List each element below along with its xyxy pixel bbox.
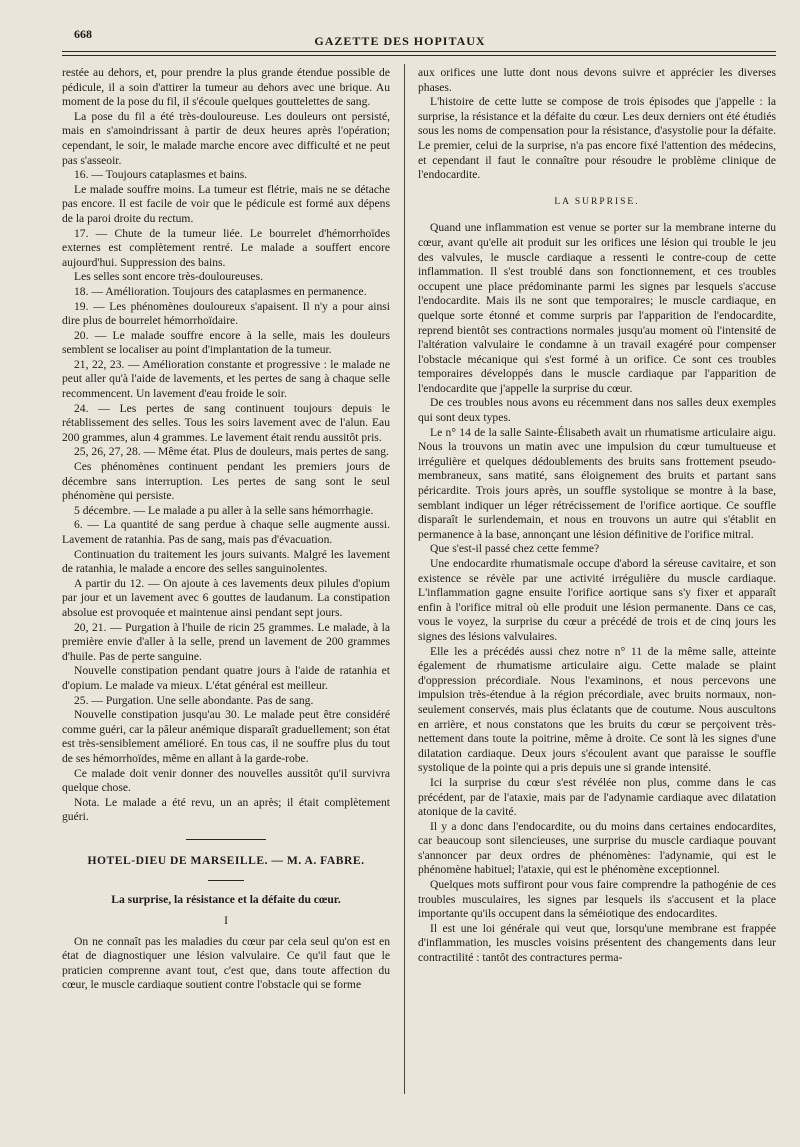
right-paragraphs-1	[418, 66, 776, 183]
paragraph: Continuation du traitement les jours suivants. Malgré les lavement de ratanhia, le malade a encore des selles sanguinolentes.	[62, 547, 390, 576]
paragraph: Le n° 14 de la salle Sainte-Élisabeth avait un rhumatisme articulaire aigu. Nous la trouvons un matin avec une impulsion du cœur tumultueuse et irrégulière et quelques dédoublements des bruits sans frottement pseudo-membraneux, sans matité, sans éloignement des bruits et partant sans péricardite. Trois jours après, un souffle systolique se montre à la base, semblant indiquer un léger rétrécissement de l'orifice aortique. Ce souffle disparaît le surlendemain, et nous en trouvons un autre qui s'établit en permanence à la base, annonçant une lésion définitive de l'orifice mitral.	[418, 425, 776, 541]
paragraph: Ces phénomènes continuent pendant les premiers jours de décembre sans interruption. Les pertes de sang sont le seul phénomène qui persiste.	[62, 460, 390, 503]
paragraph: L'histoire de cette lutte se compose de trois épisodes que j'appelle : la surprise, la résistance et la défaite du cœur. Les deux derniers ont été étudiés sous les noms de compensation pour la résistance, d'asystolie pour la défaite. Le premier, celui de la surprise, n'a pas encore fixé l'attention des médecins, et cependant il faut le connaître pour résoudre le problème clinique de l'endocardite.	[418, 95, 776, 182]
paragraph: Il y a donc dans l'endocardite, ou du moins dans certaines endocardites, car beaucoup sont silencieuses, une surprise du muscle cardiaque pouvant s'annoncer par deux ordres de phénomènes: l'adynamie, qui est le phénomène habituel; l'ataxie, qui est le phénomène exceptionnel.	[418, 819, 776, 877]
paragraph: Nouvelle constipation pendant quatre jours à l'aide de ratanhia et d'opium. Le malade va mieux. L'état général est meilleur.	[62, 664, 390, 692]
paragraph: 16. — Toujours cataplasmes et bains.	[74, 168, 248, 182]
header-rule	[62, 51, 776, 52]
hospital-heading: HOTEL-DIEU DE MARSEILLE. — M. A. FABRE.	[87, 853, 365, 867]
paragraph: Nota. Le malade a été revu, un an après; il était complètement guéri.	[62, 795, 390, 824]
page-number: 668	[74, 27, 92, 41]
paragraph: Une endocardite rhumatismale occupe d'abord la séreuse cavitaire, et son existence se révèle par une activité irrégulière du muscle cardiaque. L'inflammation gagne ensuite l'orifice aortique sans s'y fixer et apparaît enfin à l'orifice mitral où elle produit une lésion permanente. Dans ce cas, vous le voyez, la surprise du cœur a précédé de trois et de cinq jours les signes des lésions valvulaires.	[418, 557, 776, 643]
short-rule	[208, 880, 244, 881]
paragraph: Elle les a précédés aussi chez notre n° 11 de la même salle, atteinte également de rhumatisme articulaire aigu. Cette malade se plaint d'oppression précordiale. Nous l'examinons, et nous percevons une impulsion très-étendue à la région précordiale, avec bruits normaux, non-seulement conservés, mais plus éclatants que de coutume. Nous auscultons en arrière, et nous constatons que les bruits du cœur se perçoivent très-nettement dans toute la poitrine, même à droite. Ce sont là les signes d'une dilatation cardiaque. Deux jours s'écoulent avant que paraisse le souffle systolique de la pointe qui a pris depuis une si grande intensité.	[418, 644, 776, 775]
paragraph: Le malade souffre moins. La tumeur est flétrie, mais ne se détache pas encore. Il est facile de voir que le pédicule est formé aux dépens de la paroi droite du rectum.	[62, 182, 390, 225]
paragraph: Nouvelle constipation jusqu'au 30. Le malade peut être considéré comme guéri, car la pâleur anémique disparaît graduellement; son état est très-sensiblement amélioré. En tous cas, il ne souffre plus du tout de ses hémorrhoïdes, même en allant à la garde-robe.	[62, 708, 390, 765]
paragraph: 5 décembre. — Le malade a pu aller à la selle sans hémorrhagie.	[74, 503, 374, 517]
paragraph: A partir du 12. — On ajoute à ces lavements deux pilules d'opium par jour et un lavement avec 6 gouttes de laudanum. La constipation absolue est provoquée et maintenue ainsi pendant sept jours.	[62, 576, 390, 619]
paragraph: 21, 22, 23. — Amélioration constante et progressive : le malade ne peut aller qu'à l'aide de lavements, et les pertes de sang à chaque selle recommencent. Un lavement d'eau froide le soir.	[62, 357, 390, 401]
section-separator	[186, 839, 266, 840]
paragraph: 18. — Amélioration. Toujours des cataplasmes en permanence.	[74, 284, 367, 298]
paragraph: 20. — Le malade souffre encore à la selle, mais les douleurs semblent se localiser au point d'implantation de la tumeur.	[62, 328, 390, 357]
paragraph: 25, 26, 27, 28. — Même état. Plus de douleurs, mais pertes de sang.	[74, 445, 389, 459]
paragraph: 20, 21. — Purgation à l'huile de ricin 25 grammes. Le malade, à la première envie d'aller à la selle, prend un lavement de 200 grammes d'huile. Pas de perte sanguine.	[62, 620, 390, 663]
paragraph: Ce malade doit venir donner des nouvelles aussitôt qu'il survivra quelque chose.	[62, 766, 390, 795]
journal-title: GAZETTE DES HOPITAUX	[314, 34, 486, 48]
paragraph: 17. — Chute de la tumeur liée. Le bourrelet d'hémorrhoïdes externes est complètement rentré. Le malade a souffert encore aujourd'hui. Suppression des bains.	[62, 226, 390, 269]
paragraph: On ne connaît pas les maladies du cœur par cela seul qu'on est en état de diagnostiquer une lésion valvulaire. Ce qu'il faut que le praticien comprenne avant tout, c'est que, dans toute affection du cœur, le muscle cardiaque soutient contre l'obstacle qui se forme	[62, 934, 390, 992]
header-rule-thin	[62, 55, 776, 56]
paragraph: aux orifices une lutte dont nous devons suivre et apprécier les diverses phases.	[418, 66, 776, 94]
paragraph: Que s'est-il passé chez cette femme?	[430, 542, 600, 556]
column-divider	[404, 64, 405, 1094]
paragraph: 19. — Les phénomènes douloureux s'apaisent. Il n'y a pour ainsi dire plus de bourrelet hémorrhoïdaire.	[62, 299, 390, 328]
section-heading: LA SURPRISE.	[554, 196, 640, 207]
roman-numeral: I	[224, 914, 228, 928]
article-title: La surprise, la résistance et la défaite du cœur.	[111, 893, 341, 907]
paragraph: De ces troubles nous avons eu récemment dans nos salles deux exemples qui sont deux types.	[418, 396, 776, 425]
left-paragraphs-1	[62, 66, 390, 825]
paragraph: 6. — La quantité de sang perdue à chaque selle augmente aussi. Lavement de ratanhia. Pas de sang, mais pas d'évacuation.	[62, 518, 390, 546]
left-column	[62, 66, 390, 993]
right-paragraphs-2	[418, 221, 776, 965]
paragraph: Les selles sont encore très-douloureuses.	[74, 270, 263, 284]
paragraph: La pose du fil a été très-douloureuse. Les douleurs ont persisté, mais en s'amoindrissant à partir de deux heures après l'opération; cependant, le soir, le malade marche encore avec difficulté et ne peut pas s'asseoir.	[62, 109, 390, 167]
paragraph: restée au dehors, et, pour prendre la plus grande étendue possible de pédicule, il a soin d'attirer la tumeur au dehors avec une brique. Au moment de la pose du fil, il s'écoule quelques gouttelettes de sang.	[62, 66, 390, 109]
paragraph: 24. — Les pertes de sang continuent toujours depuis le rétablissement des selles. Tous les soirs lavement avec de l'alun. Eau 200 grammes, alun 4 grammes. Le lavement était rendu aussitôt pris.	[62, 401, 390, 444]
left-paragraphs-2	[62, 935, 390, 993]
right-column	[418, 66, 776, 966]
paragraph: Il est une loi générale qui veut que, lorsqu'une membrane est frappée d'inflammation, les muscles voisins présentent des changements dans leur contractilité : tantôt des contractures perma-	[418, 921, 776, 965]
paragraph: Ici la surprise du cœur s'est révélée non plus, comme dans le cas précédent, par de l'ataxie, mais par de l'adynamie cardiaque avec dilatation atonique de la cavité.	[418, 775, 776, 819]
paragraph: 25. — Purgation. Une selle abondante. Pas de sang.	[74, 693, 314, 707]
paragraph: Quelques mots suffiront pour vous faire comprendre la pathogénie de ces troubles musculaires, les signes par lesquels ils s'accusent et la place importante qu'ils occupent dans la séméiotique des endocardites.	[418, 878, 776, 921]
paragraph: Quand une inflammation est venue se porter sur la membrane interne du cœur, avant qu'elle ait produit sur les orifices une lésion qui trouble le jeu des valvules, le muscle cardiaque a ressenti le contre-coup de cette inflammation. Il s'est troublé dans son fonctionnement, et ces troubles occupent une place prédominante parmi les signes par lesquels s'accuse l'endocardite. Mais ils ne sont que temporaires; le muscle cardiaque, en quelque sorte étonné et comme surpris par l'apparition de l'endocardite, reprend bientôt ses contractions normales jusqu'au moment où l'intensité de l'altération valvulaire le condamne à un travail exagéré pour compenser l'obstacle mécanique qui s'est formé à un orifice. Ce sont ces troubles temporaires développés dans le muscle cardiaque par l'apparition de l'endocardite que j'appelle la surprise du cœur.	[418, 221, 776, 395]
